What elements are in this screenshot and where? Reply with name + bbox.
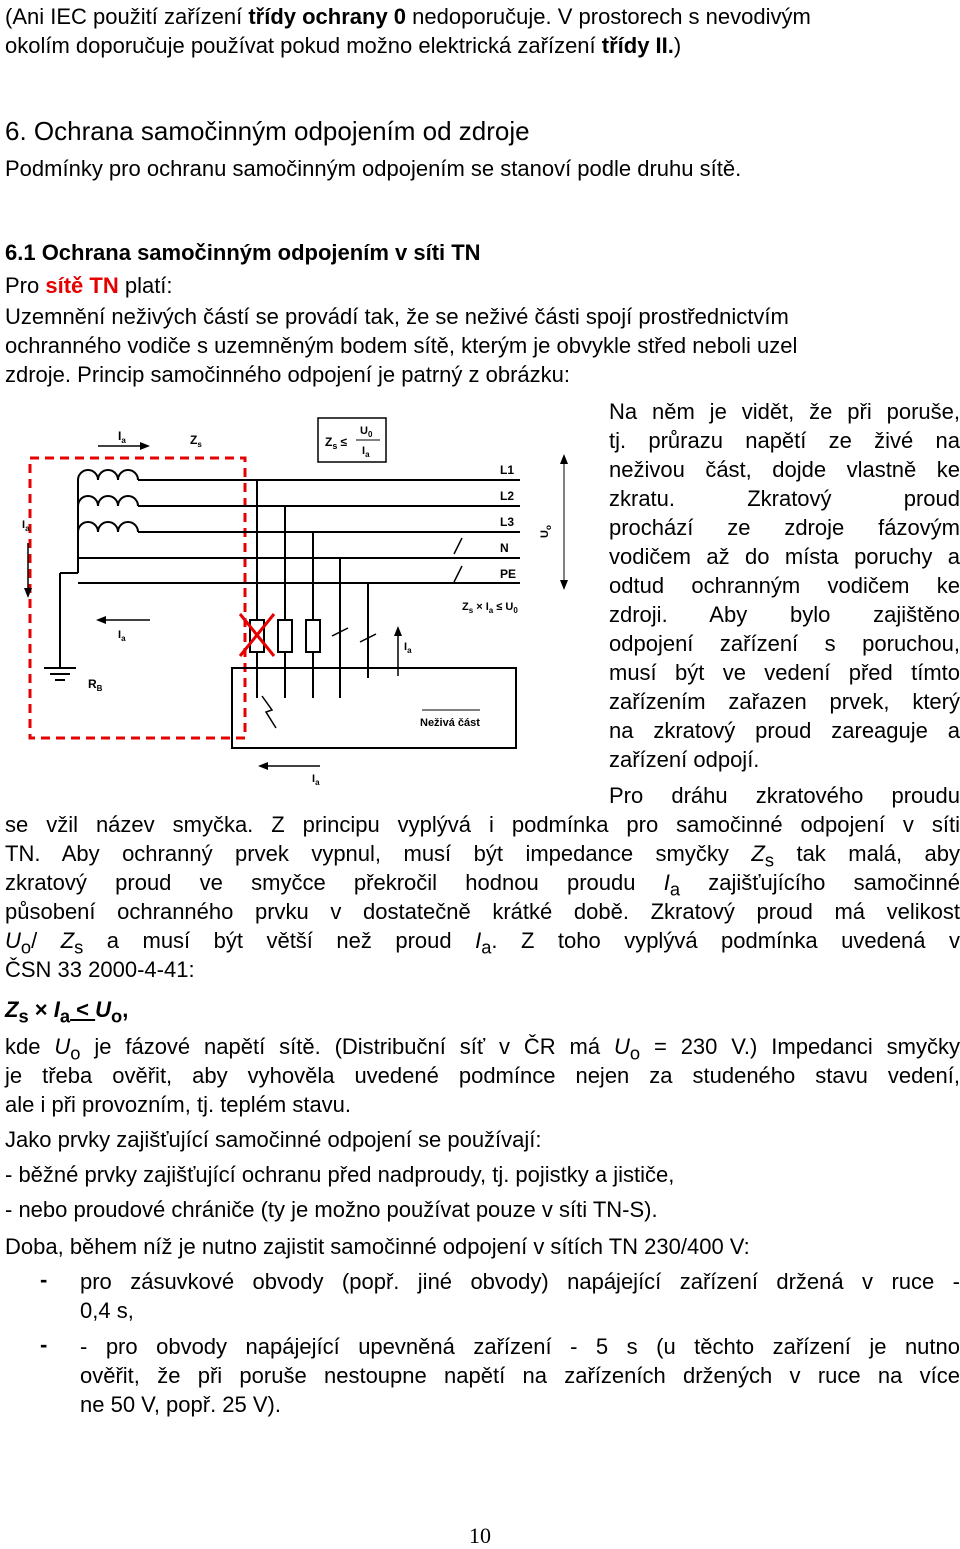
- para5-item-1: - běžné prvky zajišťující ochranu před nadproudy, tj. pojistky a jističe,: [5, 1162, 675, 1187]
- side-text-line: tj. průrazu napětí ze živé na: [609, 428, 960, 453]
- label-n: N: [500, 541, 509, 555]
- bullet-dash: -: [40, 1332, 48, 1357]
- para4-line2: je třeba ověřit, aby vyhověla uvedené podmínce nejen za studeného stavu vedení,: [5, 1063, 960, 1088]
- side-text-line: zdroji. Aby bylo zajištěno: [609, 602, 960, 627]
- para3-line4: působení ochranného prvku v dostatečně krátké době. Zkratový proud má velikost: [5, 899, 960, 924]
- label-ia-bottom: $I_a$: [312, 773, 320, 787]
- side-text-line: Pro dráhu zkratového proudu: [609, 783, 960, 808]
- formula-zs: $Z_s$ ≤: [325, 435, 347, 451]
- disconnection-condition-formula: $Z_s \times I_a < U_o$,: [5, 997, 129, 1027]
- para3-line3: zkratový proud ve smyčce překročil hodnou proudu $I_a$ zajišťujícího samočinné: [5, 870, 960, 900]
- top-note-line-1: (Ani IEC použití zařízení třídy ochrany 0 nedoporučuje. V prostorech s nevodivým: [5, 4, 811, 29]
- para3-line2: TN. Aby ochranný prvek vypnul, musí být impedance smyčky $Z_s$ tak malá, aby: [5, 841, 960, 871]
- formula-ia: $I_a$: [362, 445, 370, 459]
- side-text-line: na zkratový proud zareaguje a: [609, 718, 960, 743]
- label-ia-return: $I_a$: [118, 629, 126, 643]
- bullet-1-line2: 0,4 s,: [80, 1298, 134, 1323]
- label-ia-left: $I_a$: [22, 519, 30, 533]
- para4-line3: ale i při provozním, tj. teplém stavu.: [5, 1092, 352, 1117]
- side-text-line: zařízení odpojí.: [609, 747, 760, 772]
- label-rb: $R_B$: [88, 677, 103, 693]
- switch-contacts: [332, 538, 462, 642]
- side-text-line: neživou část, dojde vlastně ke: [609, 457, 960, 482]
- bullet-dash: -: [40, 1267, 48, 1292]
- section-6-1-p2-line1: Uzemnění neživých částí se provádí tak, že se neživé části spojí prostřednictvím: [5, 304, 789, 329]
- para5-line1: Jako prvky zajišťující samočinné odpojení se používají:: [5, 1127, 542, 1152]
- label-zs-top: $Z_s$: [190, 433, 202, 449]
- para3-line1: se vžil název smyčka. Z principu vyplývá i podmínka pro samočinné odpojení v síti: [5, 812, 960, 837]
- para3-line5: $U_o/$ $Z_s$ a musí být větší než proud $I_a$. Z toho vyplývá podmínka uvedená v: [5, 928, 960, 958]
- label-l1: L1: [500, 463, 515, 477]
- para4-line1: kde $U_o$ je fázové napětí sítě. (Distribuční síť v ČR má $U_o = 230$ V.) Impedanci smyčky: [5, 1034, 960, 1064]
- side-text-line: odpojení zařízení s poruchou,: [609, 631, 960, 656]
- tn-network-diagram: [0, 398, 600, 790]
- side-text-line: odtud ochranným vodičem ke: [609, 573, 960, 598]
- side-text-line: musí být ve vedení před tímto: [609, 660, 960, 685]
- top-note-line-2: okolím doporučuje používat pokud možno elektrická zařízení třídy II.): [5, 33, 682, 58]
- label-l3: L3: [500, 515, 515, 529]
- source-earth-symbol: [44, 668, 76, 680]
- loop-condition-label: $Z_s \times I_a \le U_0$: [462, 601, 518, 615]
- section-6-1-p2-line3: zdroje. Princip samočinného odpojení je patrný z obrázku:: [5, 362, 570, 387]
- appliance-enclosure: [232, 668, 516, 748]
- fuses: [250, 480, 368, 698]
- label-l2: L2: [500, 489, 515, 503]
- formula-uo: $U_0$: [360, 425, 373, 439]
- label-ia-right: $I_a$: [404, 641, 412, 655]
- fault-loop-outline: [30, 458, 245, 738]
- fault-lightning-icon: [262, 696, 276, 728]
- label-neziva-cast: Neživá část: [420, 717, 480, 729]
- section-6-1-p1: Pro sítě TN platí:: [5, 273, 173, 298]
- section-6-1-p2-line2: ochranného vodiče s uzemněným bodem sítě, kterým je obvykle střed neboli uzel: [5, 333, 798, 358]
- side-text-line: zkratu. Zkratový proud: [609, 486, 960, 511]
- label-ia-top: $I_a$: [118, 429, 126, 445]
- side-text-line: prochází ze zdroje fázovým: [609, 515, 960, 540]
- bullet-2-line2: ověřit, že při poruše nestoupne napětí na zařízeních držených v ruce na více: [80, 1363, 960, 1388]
- label-uo: $U_o$: [539, 525, 553, 538]
- conductors: [78, 480, 520, 583]
- section-6-1-heading: 6.1 Ochrana samočinným odpojením v síti TN: [5, 240, 481, 265]
- label-pe: PE: [500, 567, 517, 581]
- bullet-1-line1: pro zásuvkové obvody (popř. jiné obvody) napájející zařízení držená v ruce -: [80, 1269, 960, 1294]
- bullet-2-line1: - pro obvody napájející upevněná zařízení - 5 s (u těchto zařízení je nutno: [80, 1334, 960, 1359]
- transformer-windings: [60, 470, 138, 668]
- side-text-line: Na něm je vidět, že při poruše,: [609, 399, 960, 424]
- side-text-line: zařízením zařazen prvek, který: [609, 689, 960, 714]
- section-6-heading: 6. Ochrana samočinným odpojením od zdroje: [5, 116, 530, 146]
- para6-line1: Doba, během níž je nutno zajistit samočinné odpojení v sítích TN 230/400 V:: [5, 1234, 750, 1259]
- bullet-2-line3: ne 50 V, popř. 25 V).: [80, 1392, 281, 1417]
- para3-line6: ČSN 33 2000-4-41:: [5, 957, 195, 982]
- para5-item-2: - nebo proudové chrániče (ty je možno používat pouze v síti TN-S).: [5, 1197, 658, 1222]
- side-text-line: vodičem až do místa poruchy a: [609, 544, 960, 569]
- section-6-intro: Podmínky pro ochranu samočinným odpojením se stanoví podle druhu sítě.: [5, 156, 742, 181]
- page-number: 10: [469, 1523, 491, 1548]
